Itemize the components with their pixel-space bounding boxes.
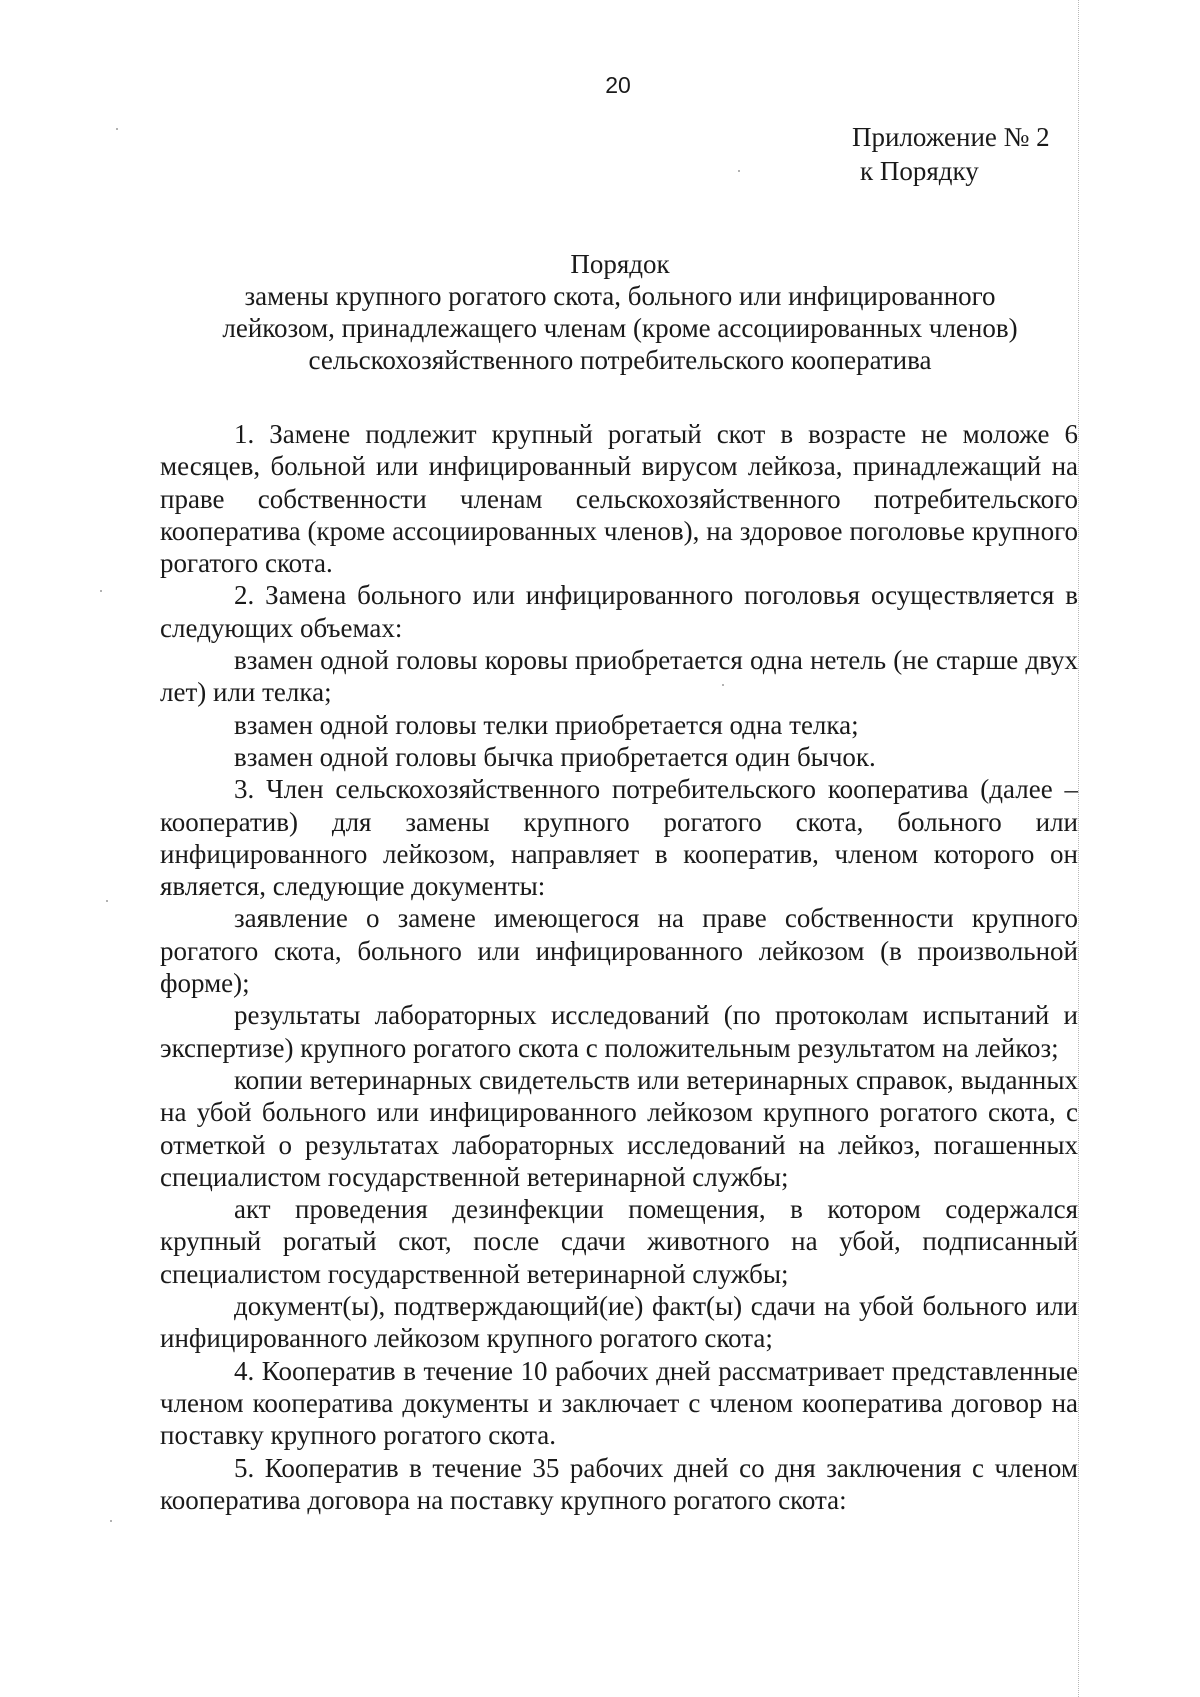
scan-speck: [116, 128, 118, 130]
scan-speck: [106, 900, 108, 902]
scan-speck: [738, 170, 740, 172]
paragraph: взамен одной головы коровы приобретается одна нетель (не старше двух лет) или телка;: [160, 645, 1078, 708]
paragraph: копии ветеринарных свидетельств или ветеринарных справок, выданных на убой больного или инфицированного лейкозом крупного рогатого скота, с отметкой о результатах лабораторных исследований на лейкоз, погашенных специалистом государственной ветеринарной службы;: [160, 1064, 1078, 1192]
paragraph: 3. Член сельскохозяйственного потребительского кооператива (далее – кооператив) для замены крупного рогатого скота, больного или инфицированного лейкозом, направляет в кооператив, членом которого он является, следующие документы:: [160, 774, 1078, 902]
document-body: [160, 418, 1078, 1516]
annex-line-1: Приложение № 2: [852, 122, 1050, 152]
paragraph: 4. Кооператив в течение 10 рабочих дней рассматривает представленные членом кооператива документы и заключает с членом кооператива договор на поставку крупного рогатого скота.: [160, 1355, 1078, 1451]
paragraph: взамен одной головы бычка приобретается один бычок.: [234, 741, 876, 772]
scan-speck: [110, 1520, 112, 1522]
page-number: 20: [605, 72, 631, 98]
paragraph: результаты лабораторных исследований (по протоколам испытаний и экспертизе) крупного рогатого скота с положительным результатом на лейкоз;: [160, 1000, 1078, 1063]
paragraph: 1. Замене подлежит крупный рогатый скот в возрасте не моложе 6 месяцев, больной или инфицированный вирусом лейкоза, принадлежащий на праве собственности членам сельскохозяйственного потребительского кооператива (кроме ассоциированных членов), на здоровое поголовье крупного рогатого скота.: [160, 419, 1078, 579]
title-heading: Порядок: [570, 249, 670, 279]
paragraph: документ(ы), подтверждающий(ие) факт(ы) сдачи на убой больного или инфицированного лейкозом крупного рогатого скота;: [160, 1291, 1078, 1354]
scan-speck: [100, 590, 102, 592]
title-line-3: сельскохозяйственного потребительского кооператива: [308, 345, 932, 375]
paragraph: акт проведения дезинфекции помещения, в котором содержался крупный рогатый скот, после сдачи животного на убой, подписанный специалистом государственной ветеринарной службы;: [160, 1194, 1078, 1289]
title-line-1: замены крупного рогатого скота, больного или инфицированного: [244, 281, 996, 311]
paragraph: 2. Замена больного или инфицированного поголовья осуществляется в следующих объемах:: [160, 580, 1078, 643]
paragraph: заявление о замене имеющегося на праве собственности крупного рогатого скота, больного или инфицированного лейкозом (в произвольной форме);: [160, 903, 1078, 999]
document-title: [160, 248, 1080, 376]
paragraph: взамен одной головы телки приобретается одна телка;: [234, 709, 859, 740]
title-line-2: лейкозом, принадлежащего членам (кроме ассоциированных членов): [222, 313, 1018, 343]
annex-reference: [852, 120, 1050, 188]
annex-line-2: к Порядку: [860, 156, 979, 186]
paragraph: 5. Кооператив в течение 35 рабочих дней со дня заключения с членом кооператива договора на поставку крупного рогатого скота:: [160, 1452, 1078, 1515]
